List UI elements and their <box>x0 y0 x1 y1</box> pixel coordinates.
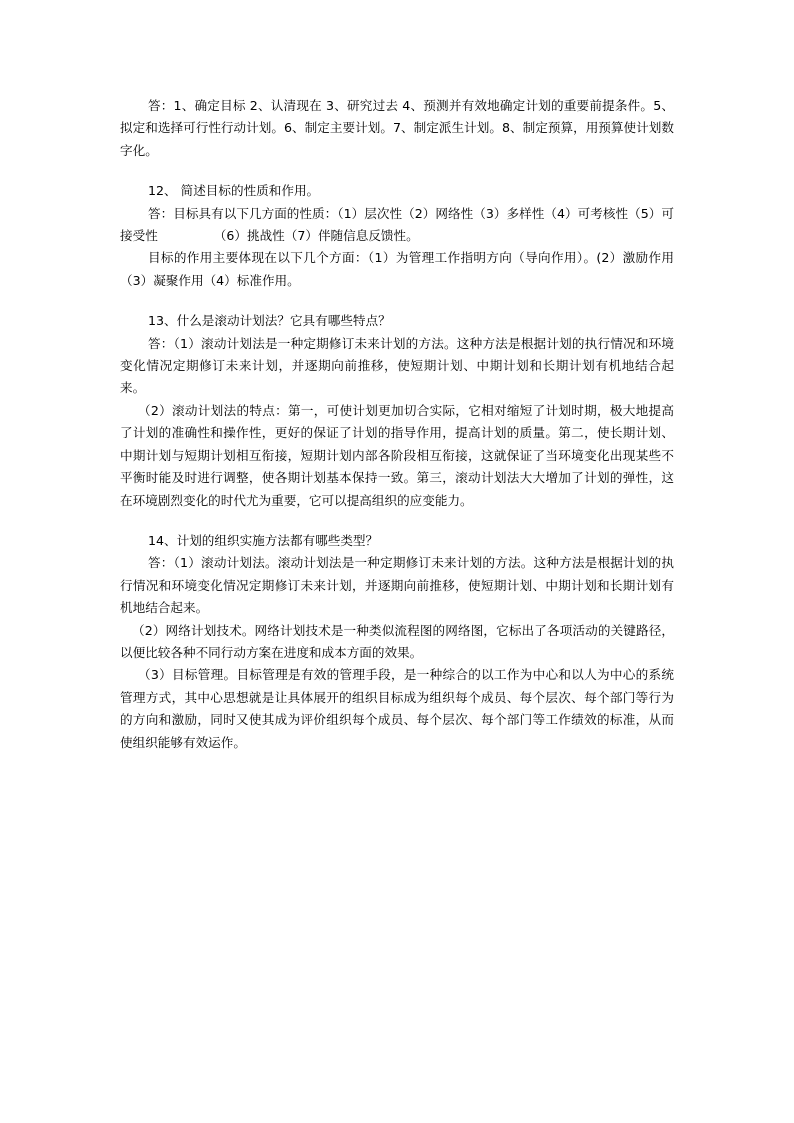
question-12-answer-part-b: （6）挑战性（7）伴随信息反馈性。 <box>213 228 419 244</box>
question-12-title: 12、 简述目标的性质和作用。 <box>148 183 320 199</box>
answer-planning-steps: 答：1、确定目标 2、认清现在 3、研究过去 4、预测并有效地确定计划的重要前提条件。5、拟定和选择可行性行动计划。6、制定主要计划。7、制定派生计划。8、制定预算，用预算使计划数字化。 <box>120 98 674 158</box>
question-14-answer-1: 答：（1）滚动计划法。滚动计划法是一种定期修订未来计划的方法。这种方法是根据计划的执行情况和环境变化情况定期修订未来计划，并逐期向前推移，使短期计划、中期计划和长期计划有机地结合起来。 <box>120 555 674 616</box>
spacer <box>120 162 674 180</box>
question-12-answer-roles: 目标的作用主要体现在以下几个方面：（1）为管理工作指明方向（导向作用）。(2）激励作用（3）凝聚作用（4）标准作用。 <box>120 250 674 288</box>
question-12-answer-properties <box>120 203 674 248</box>
question-14-answer-3: （3）目标管理。目标管理是有效的管理手段，是一种综合的以工作为中心和以人为中心的系统管理方式，其中心思想就是让具体展开的组织目标成为组织每个成员、每个层次、每个部门等行为的方向和激励，同时又使其成为评价组织每个成员、每个层次、每个部门等工作绩效的标准，从而使组织能够有效运作。 <box>120 667 674 750</box>
question-14-title: 14、计划的组织实施方法都有哪些类型？ <box>148 532 379 548</box>
spacer <box>120 512 674 530</box>
question-13-answer-1: 答：（1）滚动计划法是一种定期修订未来计划的方法。这种方法是根据计划的执行情况和环境变化情况定期修订未来计划，并逐期向前推移，使短期计划、中期计划和长期计划有机地结合起来。 <box>120 335 674 396</box>
document-page <box>120 95 674 754</box>
question-14-answer-2: （2）网络计划技术。网络计划技术是一种类似流程图的网络图，它标出了各项活动的关键路径，以便比较各种不同行动方案在进度和成本方面的效果。 <box>120 622 674 660</box>
question-12-answer-part-a: 答：目标具有以下几方面的性质：（1）层次性（2）网络性（3）多样性（4）可考核性（5）可接受性 <box>120 205 674 244</box>
question-13-title: 13、什么是滚动计划法？它具有哪些特点？ <box>148 313 391 329</box>
spacer <box>120 292 674 310</box>
question-13-answer-2: （2）滚动计划法的特点：第一，可使计划更加切合实际，它相对缩短了计划时期，极大地提高了计划的准确性和操作性，更好的保证了计划的指导作用，提高计划的质量。第二，使长期计划、中期计划与短期计划相互衔接，短期计划内部各阶段相互衔接，这就保证了当环境变化出现某些不平衡时能及时进行调整，使各期计划基本保持一致。第三，滚动计划法大大增加了计划的弹性，这在环境剧烈变化的时代尤为重要，它可以提高组织的应变能力。 <box>120 402 674 508</box>
